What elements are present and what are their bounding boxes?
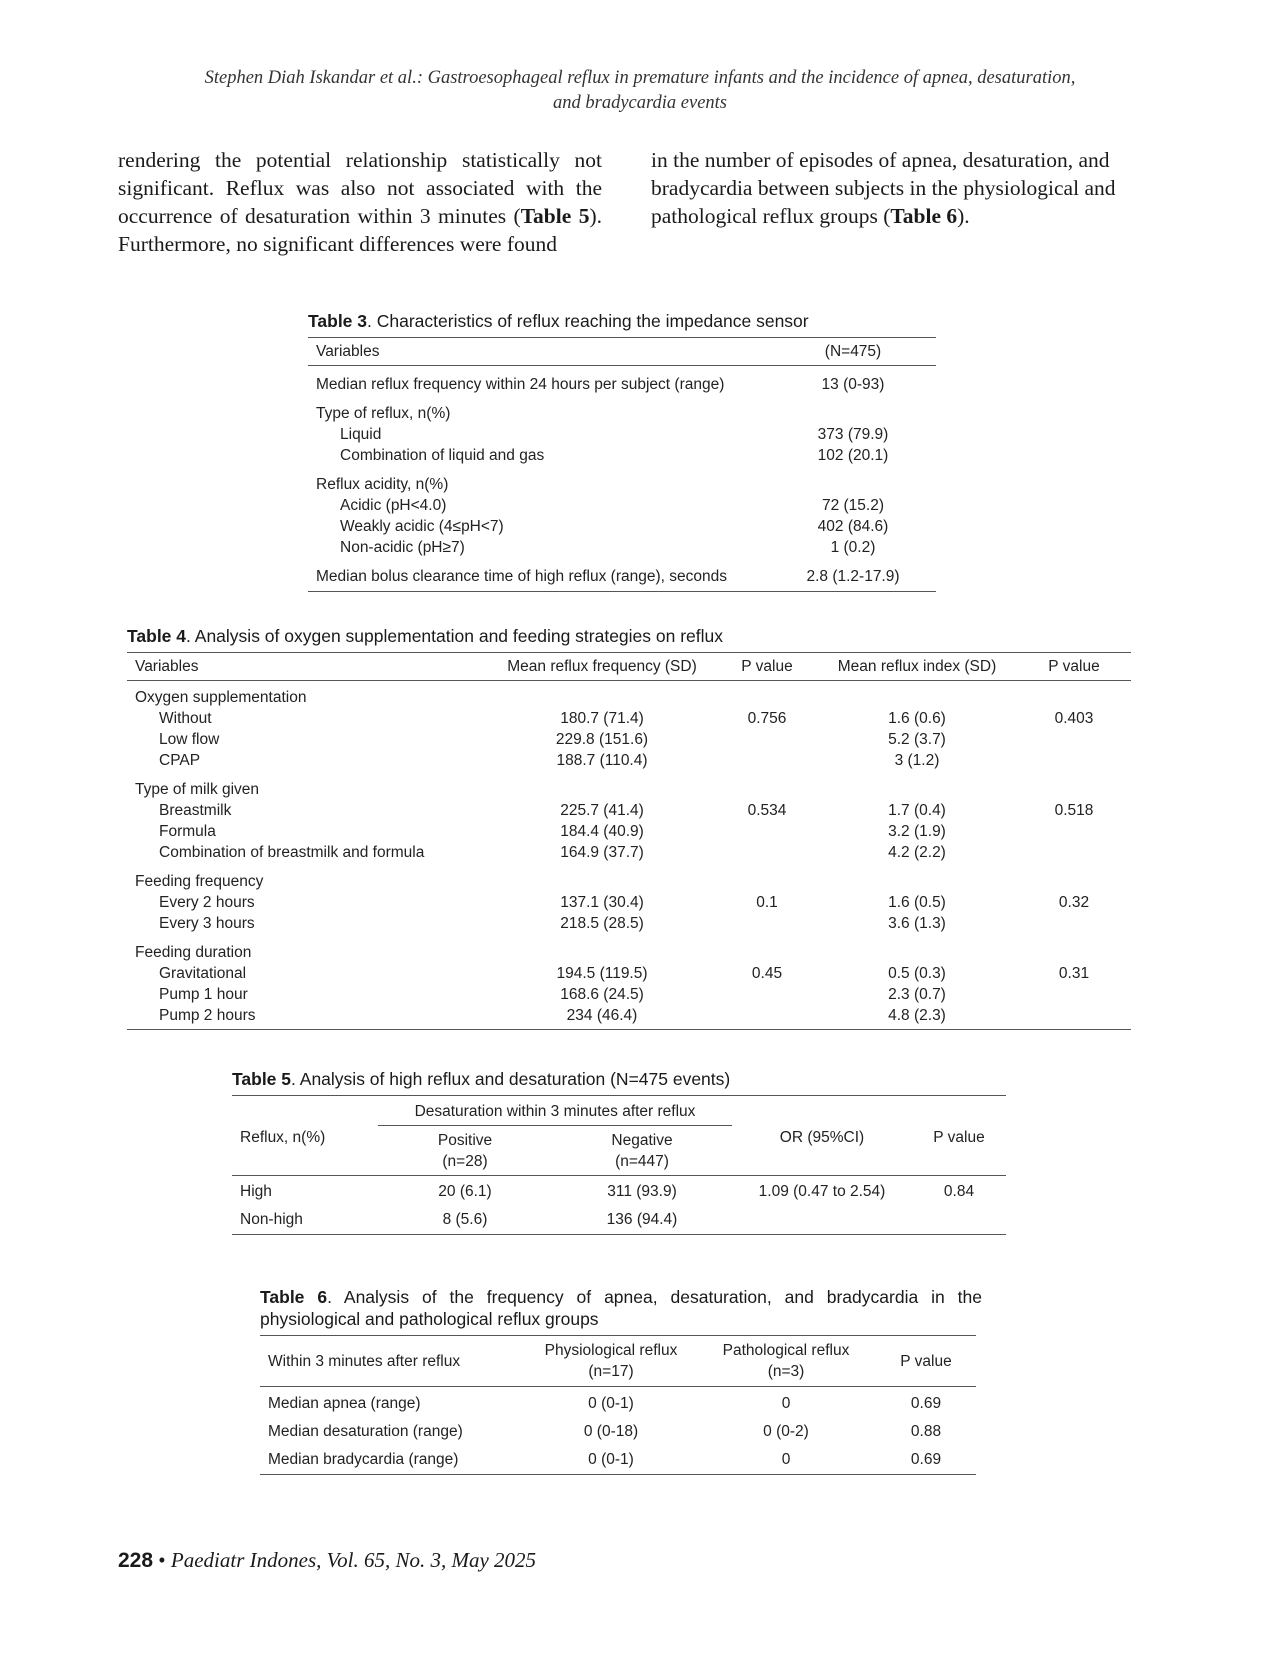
p-value <box>717 729 817 750</box>
row-value: 1 (0.2) <box>830 539 876 556</box>
row-value: 0 <box>781 1451 791 1468</box>
header-cell: P value <box>900 1352 952 1370</box>
header-cell <box>696 1336 876 1387</box>
group-row <box>127 681 1131 709</box>
row-value <box>732 1202 912 1235</box>
row-value: 0 (0-1) <box>588 1451 634 1468</box>
row-value: 3.2 (1.9) <box>888 823 946 840</box>
running-head-line-2: and bradycardia events <box>553 93 727 113</box>
header-cell: Variables <box>316 343 380 360</box>
p-value: 0.1 <box>756 894 778 911</box>
row-label: Low flow <box>159 731 220 748</box>
row-value: 311 (93.9) <box>607 1183 677 1200</box>
p-value: 0.534 <box>747 802 787 819</box>
group-label: Feeding frequency <box>135 873 264 890</box>
table-row <box>127 1005 1131 1030</box>
header-cell: Mean reflux index (SD) <box>837 658 997 675</box>
table-5-caption <box>232 1068 1006 1090</box>
table-row <box>127 984 1131 1005</box>
table-row <box>127 708 1131 729</box>
header-cell <box>552 1126 732 1176</box>
header-cell: Desaturation within 3 minutes after reflux <box>378 1096 732 1126</box>
row-value: 1.7 (0.4) <box>888 802 946 819</box>
running-head-line-1: Stephen Diah Iskandar et al.: Gastroesophageal reflux in premature infants and the incidence of apnea, desaturation, <box>204 68 1076 88</box>
group-label: Reflux acidity, n(%) <box>316 476 449 493</box>
table-6 <box>260 1286 982 1475</box>
row-label: Gravitational <box>159 965 247 982</box>
table-5-reference: Table 5 <box>520 204 590 228</box>
table-row <box>127 750 1131 771</box>
table-row <box>308 495 936 516</box>
table-row <box>308 395 936 424</box>
p-value: 0.403 <box>1054 710 1094 727</box>
header-cell <box>526 1336 696 1387</box>
row-value: 194.5 (119.5) <box>556 965 648 982</box>
header-text: Positive <box>437 1132 493 1149</box>
header-cell: Reflux, n(%) <box>240 1129 326 1146</box>
table-5-caption-text: . Analysis of high reflux and desaturation (N=475 events) <box>291 1069 731 1089</box>
row-label: Median apnea (range) <box>268 1395 421 1412</box>
row-label: Every 3 hours <box>159 915 255 932</box>
table-5-label: Table 5 <box>232 1069 292 1089</box>
p-value <box>1017 729 1131 750</box>
table-5-grid <box>232 1095 1006 1235</box>
row-value: 234 (46.4) <box>566 1007 638 1024</box>
row-label: Every 2 hours <box>159 894 255 911</box>
table-3-grid <box>308 337 936 592</box>
p-value <box>717 984 817 1005</box>
group-label: Oxygen supplementation <box>135 689 307 706</box>
table-row <box>260 1414 976 1442</box>
row-label: Median reflux frequency within 24 hours per subject (range) <box>316 376 725 393</box>
row-value: 1.09 (0.47 to 2.54) <box>758 1183 886 1200</box>
body-text-span: ). Furthermore, no significant differences were found <box>118 204 602 256</box>
p-value <box>717 842 817 863</box>
body-paragraph-left <box>118 146 602 258</box>
body-text-span: in the number of episodes of apnea, desaturation, and bradycardia between subjects in the physiological and pathological reflux groups ( <box>651 148 1116 228</box>
p-value <box>717 1005 817 1030</box>
row-label: Pump 1 hour <box>159 986 248 1003</box>
row-value: 188.7 (110.4) <box>556 752 648 769</box>
row-label: Acidic (pH<4.0) <box>340 497 447 514</box>
p-value <box>1017 842 1131 863</box>
table-row <box>127 821 1131 842</box>
header-cell: P value <box>1048 658 1100 675</box>
row-label: Pump 2 hours <box>159 1007 256 1024</box>
header-text: (n=3) <box>767 1363 805 1380</box>
row-value: 0 <box>781 1395 791 1412</box>
group-label: Type of reflux, n(%) <box>316 405 451 422</box>
table-header-row <box>127 653 1131 681</box>
row-value: 3 (1.2) <box>894 752 940 769</box>
table-row <box>308 537 936 558</box>
row-value: 1.6 (0.6) <box>888 710 946 727</box>
p-value: 0.31 <box>1058 965 1090 982</box>
row-value: 2.3 (0.7) <box>888 986 946 1003</box>
row-label: Median desaturation (range) <box>268 1423 463 1440</box>
group-row <box>127 863 1131 892</box>
row-value: 4.8 (2.3) <box>888 1007 946 1024</box>
header-cell: Within 3 minutes after reflux <box>268 1352 461 1370</box>
table-row <box>127 892 1131 913</box>
p-value: 0.32 <box>1058 894 1090 911</box>
table-header-row <box>232 1096 1006 1126</box>
table-row <box>308 366 936 396</box>
row-label: CPAP <box>159 752 201 769</box>
table-6-grid <box>260 1335 976 1475</box>
table-4-body <box>127 681 1131 1030</box>
row-value: 1.6 (0.5) <box>888 894 946 911</box>
row-value: 402 (84.6) <box>817 518 889 535</box>
group-row <box>127 771 1131 800</box>
row-value: 0.69 <box>910 1395 942 1412</box>
p-value <box>1017 984 1131 1005</box>
table-row <box>127 800 1131 821</box>
table-row <box>232 1176 1006 1203</box>
p-value <box>717 750 817 771</box>
p-value <box>1017 913 1131 934</box>
row-value: 373 (79.9) <box>817 426 889 443</box>
empty-cell <box>770 466 936 495</box>
header-cell: Mean reflux frequency (SD) <box>507 658 697 675</box>
group-row <box>127 934 1131 963</box>
row-label: Weakly acidic (4≤pH<7) <box>340 518 504 535</box>
p-value: 0.45 <box>751 965 783 982</box>
p-value <box>717 913 817 934</box>
body-column-left <box>118 146 602 258</box>
body-text-span: rendering the potential relationship statistically not significant. Reflux was also not associated with the occurrence of desaturation within 3 minutes ( <box>118 148 602 228</box>
row-label: Non-high <box>240 1211 303 1228</box>
row-label: Non-acidic (pH≥7) <box>340 539 465 556</box>
row-value: 3.6 (1.3) <box>888 915 946 932</box>
row-value: 0 (0-18) <box>583 1423 639 1440</box>
journal-citation: Paediatr Indones, Vol. 65, No. 3, May 2025 <box>170 1548 537 1572</box>
table-header-row <box>308 338 936 366</box>
p-value: 0.518 <box>1054 802 1094 819</box>
footer-bullet: • <box>158 1548 166 1572</box>
row-value: 229.8 (151.6) <box>555 731 649 748</box>
table-row <box>308 516 936 537</box>
table-row <box>308 466 936 495</box>
row-value: 180.7 (71.4) <box>560 710 644 727</box>
header-text: (n=447) <box>615 1153 669 1170</box>
table-row <box>127 842 1131 863</box>
header-text: (n=17) <box>588 1363 634 1380</box>
row-value: 0.88 <box>910 1423 942 1440</box>
row-label: Liquid <box>340 426 382 443</box>
table-6-label: Table 6 <box>260 1287 328 1307</box>
row-label: Formula <box>159 823 216 840</box>
table-6-reference: Table 6 <box>890 204 958 228</box>
row-value: 13 (0-93) <box>821 376 885 393</box>
row-label: Combination of liquid and gas <box>340 447 545 464</box>
row-value: 184.4 (40.9) <box>560 823 644 840</box>
page-number: 228 <box>118 1549 154 1572</box>
header-cell: OR (95%CI) <box>779 1129 865 1146</box>
empty-cell <box>770 395 936 424</box>
table-5 <box>232 1068 1006 1235</box>
table-row <box>260 1442 976 1475</box>
table-row <box>127 729 1131 750</box>
table-3 <box>308 310 936 592</box>
row-label: Median bradycardia (range) <box>268 1451 459 1468</box>
table-4 <box>127 625 1131 1030</box>
table-row <box>308 558 936 592</box>
row-value: 0 (0-2) <box>763 1423 809 1440</box>
p-value <box>1017 1005 1131 1030</box>
row-value: 168.6 (24.5) <box>560 986 644 1003</box>
table-6-caption-text: . Analysis of the frequency of apnea, desaturation, and bradycardia in the physiological and pathological reflux groups <box>260 1287 982 1329</box>
row-value: 136 (94.4) <box>606 1211 678 1228</box>
row-value: 2.8 (1.2-17.9) <box>806 568 900 585</box>
p-value <box>717 821 817 842</box>
p-value: 0.756 <box>747 710 787 727</box>
table-row <box>127 963 1131 984</box>
table-row <box>232 1202 1006 1235</box>
row-value: 164.9 (37.7) <box>560 844 644 861</box>
header-cell: P value <box>741 658 793 675</box>
body-column-right <box>651 146 1135 230</box>
row-value <box>912 1202 1006 1235</box>
table-4-caption-text: . Analysis of oxygen supplementation and feeding strategies on reflux <box>186 626 724 646</box>
row-value: 225.7 (41.4) <box>560 802 644 819</box>
body-text-span: ). <box>957 204 970 228</box>
table-6-caption <box>260 1286 982 1330</box>
header-cell: (N=475) <box>824 343 882 360</box>
row-value: 0.84 <box>943 1183 975 1200</box>
row-value: 8 (5.6) <box>442 1211 488 1228</box>
p-value <box>1017 750 1131 771</box>
row-label: Without <box>159 710 212 727</box>
table-row <box>260 1387 976 1415</box>
row-value: 20 (6.1) <box>438 1183 492 1200</box>
row-value: 72 (15.2) <box>821 497 885 514</box>
table-row <box>308 445 936 466</box>
table-row <box>308 424 936 445</box>
p-value <box>1017 821 1131 842</box>
table-3-caption <box>308 310 936 332</box>
running-head <box>140 66 1140 116</box>
row-value: 102 (20.1) <box>817 447 889 464</box>
row-value: 0.69 <box>910 1451 942 1468</box>
row-value: 0 (0-1) <box>588 1395 634 1412</box>
header-cell: P value <box>933 1129 985 1146</box>
body-paragraph-right <box>651 146 1135 230</box>
table-header-row <box>260 1336 976 1387</box>
row-value: 4.2 (2.2) <box>888 844 946 861</box>
table-3-caption-text: . Characteristics of reflux reaching the impedance sensor <box>367 311 809 331</box>
header-text: (n=28) <box>442 1153 488 1170</box>
table-3-label: Table 3 <box>308 311 368 331</box>
table-4-label: Table 4 <box>127 626 187 646</box>
header-cell: Variables <box>135 658 199 675</box>
table-row <box>127 913 1131 934</box>
header-text: Physiological reflux <box>544 1342 678 1359</box>
group-label: Type of milk given <box>135 781 260 798</box>
page-footer <box>118 1548 536 1573</box>
row-label: Combination of breastmilk and formula <box>159 844 425 861</box>
row-label: High <box>240 1183 272 1200</box>
row-value: 218.5 (28.5) <box>560 915 644 932</box>
row-value: 5.2 (3.7) <box>888 731 946 748</box>
header-text: Pathological reflux <box>722 1342 850 1359</box>
table-4-caption <box>127 625 1131 647</box>
table-4-grid <box>127 652 1131 1030</box>
group-label: Feeding duration <box>135 944 252 961</box>
row-label: Median bolus clearance time of high reflux (range), seconds <box>316 568 727 585</box>
header-cell <box>378 1126 552 1176</box>
row-value: 0.5 (0.3) <box>888 965 946 982</box>
row-value: 137.1 (30.4) <box>560 894 644 911</box>
header-text: Negative <box>611 1132 673 1149</box>
row-label: Breastmilk <box>159 802 232 819</box>
